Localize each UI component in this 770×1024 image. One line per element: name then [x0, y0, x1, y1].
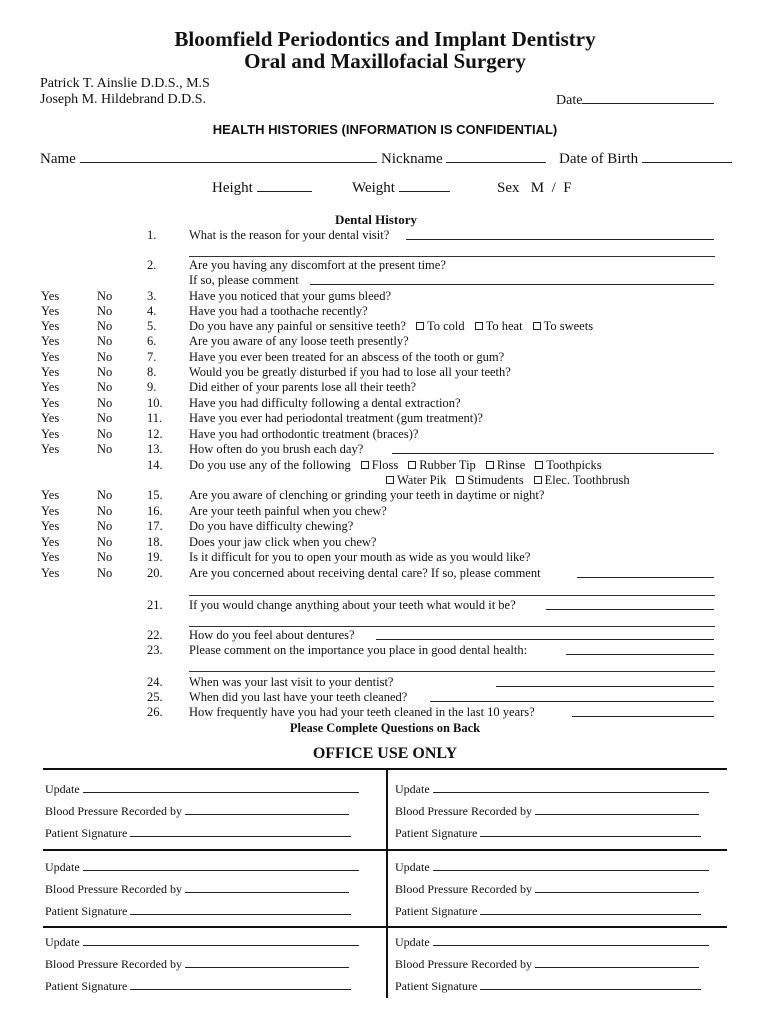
- answer-line[interactable]: [546, 598, 714, 610]
- no-option[interactable]: No: [97, 380, 113, 394]
- question-6: [0, 334, 740, 349]
- question-text: Are you aware of clenching or grinding your teeth in daytime or night?: [189, 488, 545, 502]
- update-label: Update: [45, 782, 80, 796]
- no-option[interactable]: No: [97, 350, 113, 364]
- answer-line[interactable]: [189, 256, 715, 257]
- office-divider-vertical: [386, 770, 388, 998]
- question-number: 10.: [147, 396, 163, 410]
- question-number: 17.: [147, 519, 163, 533]
- no-option[interactable]: No: [97, 289, 113, 303]
- height-label: Height: [212, 180, 253, 196]
- answer-line[interactable]: [189, 626, 715, 627]
- bp-label: Blood Pressure Recorded by: [45, 882, 182, 896]
- answer-line[interactable]: [430, 690, 714, 702]
- question-text: Would you be greatly disturbed if you had to lose all your teeth?: [189, 365, 511, 379]
- option-label: To cold: [426, 319, 465, 333]
- yes-option[interactable]: Yes: [41, 504, 60, 518]
- update-field[interactable]: [395, 782, 709, 796]
- update-field[interactable]: [395, 935, 709, 949]
- question-number: 23.: [147, 643, 163, 657]
- bp-field[interactable]: [45, 957, 349, 971]
- question-number: 21.: [147, 598, 163, 612]
- section-title: HEALTH HISTORIES (INFORMATION IS CONFIDENTIAL): [212, 122, 558, 137]
- option-label: Elec. Toothbrush: [544, 473, 630, 487]
- answer-line[interactable]: [496, 675, 714, 687]
- question-13: [0, 442, 740, 457]
- signature-label: Patient Signature: [395, 904, 478, 918]
- question-5: [0, 319, 740, 334]
- question-text: How frequently have you had your teeth cleaned in the last 10 years?: [189, 705, 535, 719]
- office-top-rule: [43, 768, 727, 770]
- question-number: 3.: [147, 289, 157, 303]
- question-22: [0, 628, 740, 643]
- question-2-comment: [0, 273, 740, 288]
- option-label: Water Pik: [397, 473, 447, 487]
- update-field[interactable]: [395, 860, 709, 874]
- question-number: 24.: [147, 675, 163, 689]
- question-number: 18.: [147, 535, 163, 549]
- no-option[interactable]: No: [97, 427, 113, 441]
- signature-field[interactable]: [45, 826, 351, 840]
- question-number: 15.: [147, 488, 163, 502]
- question-number: 26.: [147, 705, 163, 719]
- no-option[interactable]: No: [97, 535, 113, 549]
- question-number: 14.: [147, 458, 163, 472]
- sex-m-option[interactable]: M: [530, 180, 545, 196]
- date-field[interactable]: [556, 92, 714, 108]
- signature-field[interactable]: [45, 979, 351, 993]
- question-17: [0, 519, 740, 534]
- checkbox[interactable]: [408, 461, 416, 469]
- answer-line[interactable]: [376, 628, 714, 640]
- yes-option[interactable]: Yes: [41, 380, 60, 394]
- signature-label: Patient Signature: [395, 979, 478, 993]
- question-14-options: [376, 473, 630, 488]
- question-text: If you would change anything about your teeth what would it be?: [189, 598, 516, 612]
- yes-option[interactable]: Yes: [41, 319, 60, 333]
- no-option[interactable]: No: [97, 519, 113, 533]
- weight-line[interactable]: [399, 180, 450, 192]
- question-14: [0, 458, 740, 473]
- option-label: Rubber Tip: [419, 458, 476, 472]
- bp-field[interactable]: [395, 804, 699, 818]
- signature-label: Patient Signature: [45, 826, 128, 840]
- back-note: Please Complete Questions on Back: [289, 721, 481, 735]
- checkbox[interactable]: [361, 461, 369, 469]
- bp-label: Blood Pressure Recorded by: [395, 957, 532, 971]
- signature-line[interactable]: [130, 826, 351, 837]
- bp-field[interactable]: [45, 882, 349, 896]
- question-number: 12.: [147, 427, 163, 441]
- question-21: [0, 598, 740, 613]
- doctor-name-1: Patrick T. Ainslie D.D.S., M.S: [40, 76, 210, 91]
- update-line[interactable]: [433, 860, 709, 871]
- question-text: Are you concerned about receiving dental care? If so, please comment: [189, 566, 541, 580]
- signature-label: Patient Signature: [45, 979, 128, 993]
- yes-option[interactable]: Yes: [41, 519, 60, 533]
- no-option[interactable]: No: [97, 566, 113, 580]
- update-label: Update: [395, 860, 430, 874]
- yes-option[interactable]: Yes: [41, 396, 60, 410]
- question-25: [0, 690, 740, 705]
- bp-field[interactable]: [395, 882, 699, 896]
- question-text: Is it difficult for you to open your mouth as wide as you would like?: [189, 550, 531, 564]
- date-label: Date: [556, 93, 583, 108]
- question-number: 25.: [147, 690, 163, 704]
- question-text: What is the reason for your dental visit?: [189, 228, 390, 242]
- question-label: Do you have any painful or sensitive teeth?: [189, 319, 406, 333]
- question-number: 9.: [147, 380, 157, 394]
- update-line[interactable]: [433, 935, 709, 946]
- signature-line[interactable]: [480, 904, 701, 915]
- yes-option[interactable]: Yes: [41, 427, 60, 441]
- update-line[interactable]: [83, 935, 359, 946]
- question-text: Do you have difficulty chewing?: [189, 519, 354, 533]
- yes-option[interactable]: Yes: [41, 442, 60, 456]
- question-20: [0, 566, 740, 581]
- no-option[interactable]: No: [97, 488, 113, 502]
- dob-field[interactable]: [559, 151, 732, 168]
- question-number: 2.: [147, 258, 157, 272]
- no-option[interactable]: No: [97, 442, 113, 456]
- question-number: 16.: [147, 504, 163, 518]
- signature-label: Patient Signature: [45, 904, 128, 918]
- practice-name: Bloomfield Periodontics and Implant Dentistry: [174, 27, 596, 51]
- checkbox[interactable]: [486, 461, 494, 469]
- signature-label: Patient Signature: [395, 826, 478, 840]
- option-label: To heat: [485, 319, 523, 333]
- office-divider-horizontal: [43, 926, 727, 928]
- signature-line[interactable]: [130, 904, 351, 915]
- update-field[interactable]: [45, 860, 359, 874]
- date-line[interactable]: [582, 92, 714, 104]
- bp-label: Blood Pressure Recorded by: [395, 882, 532, 896]
- question-23: [0, 643, 740, 658]
- question-18: [0, 535, 740, 550]
- question-text: Have you had orthodontic treatment (braces)?: [189, 427, 419, 441]
- question-9: [0, 380, 740, 395]
- bp-field[interactable]: [45, 804, 349, 818]
- nickname-line[interactable]: [446, 151, 546, 163]
- no-option[interactable]: No: [97, 319, 113, 333]
- no-option[interactable]: No: [97, 334, 113, 348]
- question-text: Are your teeth painful when you chew?: [189, 504, 387, 518]
- answer-line[interactable]: [189, 671, 715, 672]
- question-number: 7.: [147, 350, 157, 364]
- question-text: Have you had difficulty following a dental extraction?: [189, 396, 461, 410]
- bp-line[interactable]: [185, 804, 349, 815]
- question-number: 4.: [147, 304, 157, 318]
- question-4: [0, 304, 740, 319]
- answer-line[interactable]: [406, 228, 714, 240]
- question-text: How often do you brush each day?: [189, 442, 364, 456]
- bp-label: Blood Pressure Recorded by: [395, 804, 532, 818]
- question-label: Do you use any of the following: [189, 458, 351, 472]
- name-label: Name: [40, 151, 76, 167]
- question-text: Please comment on the importance you place in good dental health:: [189, 643, 528, 657]
- yes-option[interactable]: Yes: [41, 550, 60, 564]
- nickname-label: Nickname: [381, 151, 443, 167]
- yes-option[interactable]: Yes: [41, 304, 60, 318]
- checkbox[interactable]: [533, 322, 541, 330]
- question-text: Did either of your parents lose all their teeth?: [189, 380, 417, 394]
- question-7: [0, 350, 740, 365]
- no-option[interactable]: No: [97, 504, 113, 518]
- option-label: Rinse: [496, 458, 526, 472]
- question-11: [0, 411, 740, 426]
- update-field[interactable]: [45, 782, 359, 796]
- question-10: [0, 396, 740, 411]
- option-label: Toothpicks: [546, 458, 602, 472]
- bp-field[interactable]: [395, 957, 699, 971]
- height-line[interactable]: [257, 180, 312, 192]
- weight-label: Weight: [352, 180, 395, 196]
- question-text: If so, please comment: [189, 273, 299, 287]
- option-label: Stimudents: [467, 473, 524, 487]
- checkbox[interactable]: [535, 461, 543, 469]
- bp-label: Blood Pressure Recorded by: [45, 957, 182, 971]
- answer-line[interactable]: [392, 442, 714, 454]
- question-text: Have you noticed that your gums bleed?: [189, 289, 392, 303]
- question-text: When was your last visit to your dentist?: [189, 675, 394, 689]
- question-text: How do you feel about dentures?: [189, 628, 355, 642]
- question-text: When did you last have your teeth cleaned?: [189, 690, 408, 704]
- question-text: [189, 319, 593, 334]
- question-16: [0, 504, 740, 519]
- signature-field[interactable]: [45, 904, 351, 918]
- nickname-field[interactable]: [381, 151, 546, 168]
- update-label: Update: [45, 860, 80, 874]
- question-number: 22.: [147, 628, 163, 642]
- height-field[interactable]: [212, 180, 312, 197]
- question-19: [0, 550, 740, 565]
- answer-line[interactable]: [310, 273, 714, 285]
- question-3: [0, 289, 740, 304]
- question-number: 20.: [147, 566, 163, 580]
- no-option[interactable]: No: [97, 411, 113, 425]
- no-option[interactable]: No: [97, 396, 113, 410]
- yes-option[interactable]: Yes: [41, 411, 60, 425]
- yes-option[interactable]: Yes: [41, 334, 60, 348]
- dob-line[interactable]: [642, 151, 732, 163]
- signature-field[interactable]: [395, 826, 701, 840]
- no-option[interactable]: No: [97, 304, 113, 318]
- practice-subtitle: Oral and Maxillofacial Surgery: [244, 49, 526, 73]
- checkbox[interactable]: [534, 476, 542, 484]
- signature-field[interactable]: [395, 904, 701, 918]
- question-number: 8.: [147, 365, 157, 379]
- question-12: [0, 427, 740, 442]
- yes-option[interactable]: Yes: [41, 350, 60, 364]
- update-label: Update: [45, 935, 80, 949]
- bp-line[interactable]: [185, 957, 349, 968]
- doctor-name-2: Joseph M. Hildebrand D.D.S.: [40, 92, 207, 107]
- question-text: Are you aware of any loose teeth presently?: [189, 334, 409, 348]
- answer-line[interactable]: [189, 595, 715, 596]
- update-field[interactable]: [45, 935, 359, 949]
- yes-option[interactable]: Yes: [41, 566, 60, 580]
- question-2: [0, 258, 740, 273]
- question-number: 1.: [147, 228, 157, 242]
- sex-field[interactable]: [497, 180, 572, 197]
- question-1: [0, 228, 740, 243]
- name-field[interactable]: [40, 151, 377, 168]
- bp-line[interactable]: [535, 882, 699, 893]
- no-option[interactable]: No: [97, 365, 113, 379]
- bp-line[interactable]: [535, 804, 699, 815]
- update-line[interactable]: [433, 782, 709, 793]
- question-number: 11.: [147, 411, 163, 425]
- bp-line[interactable]: [185, 882, 349, 893]
- question-26: [0, 705, 740, 720]
- yes-option[interactable]: Yes: [41, 365, 60, 379]
- question-text: Have you ever been treated for an abscess of the tooth or gum?: [189, 350, 505, 364]
- signature-line[interactable]: [130, 979, 351, 990]
- question-15: [0, 488, 740, 503]
- checkbox[interactable]: [416, 322, 424, 330]
- update-line[interactable]: [83, 860, 359, 871]
- answer-line[interactable]: [577, 566, 714, 578]
- question-text: Have you had a toothache recently?: [189, 304, 368, 318]
- sex-label: Sex: [497, 180, 520, 196]
- signature-line[interactable]: [480, 826, 701, 837]
- no-option[interactable]: No: [97, 550, 113, 564]
- checkbox[interactable]: [475, 322, 483, 330]
- bp-label: Blood Pressure Recorded by: [45, 804, 182, 818]
- question-number: 6.: [147, 334, 157, 348]
- sex-f-option[interactable]: F: [563, 180, 572, 196]
- dental-history-title: Dental History: [335, 212, 417, 227]
- yes-option[interactable]: Yes: [41, 289, 60, 303]
- weight-field[interactable]: [352, 180, 450, 197]
- sex-separator: /: [551, 180, 556, 196]
- question-number: 19.: [147, 550, 163, 564]
- yes-option[interactable]: Yes: [41, 488, 60, 502]
- checkbox[interactable]: [386, 476, 394, 484]
- dob-label: Date of Birth: [559, 151, 639, 167]
- yes-option[interactable]: Yes: [41, 535, 60, 549]
- update-line[interactable]: [83, 782, 359, 793]
- question-24: [0, 675, 740, 690]
- checkbox[interactable]: [456, 476, 464, 484]
- name-line[interactable]: [80, 151, 377, 163]
- question-text: Are you having any discomfort at the present time?: [189, 258, 446, 272]
- signature-line[interactable]: [480, 979, 701, 990]
- update-label: Update: [395, 935, 430, 949]
- bp-line[interactable]: [535, 957, 699, 968]
- office-divider-horizontal: [43, 849, 727, 851]
- update-label: Update: [395, 782, 430, 796]
- answer-line[interactable]: [566, 643, 714, 655]
- signature-field[interactable]: [395, 979, 701, 993]
- question-text: [189, 458, 602, 473]
- option-label: To sweets: [543, 319, 594, 333]
- question-8: [0, 365, 740, 380]
- option-label: Floss: [371, 458, 399, 472]
- question-text: Does your jaw click when you chew?: [189, 535, 377, 549]
- question-text: Have you ever had periodontal treatment (gum treatment)?: [189, 411, 483, 425]
- office-use-title: OFFICE USE ONLY: [312, 745, 458, 762]
- question-number: 5.: [147, 319, 157, 333]
- question-number: 13.: [147, 442, 163, 456]
- answer-line[interactable]: [572, 705, 714, 717]
